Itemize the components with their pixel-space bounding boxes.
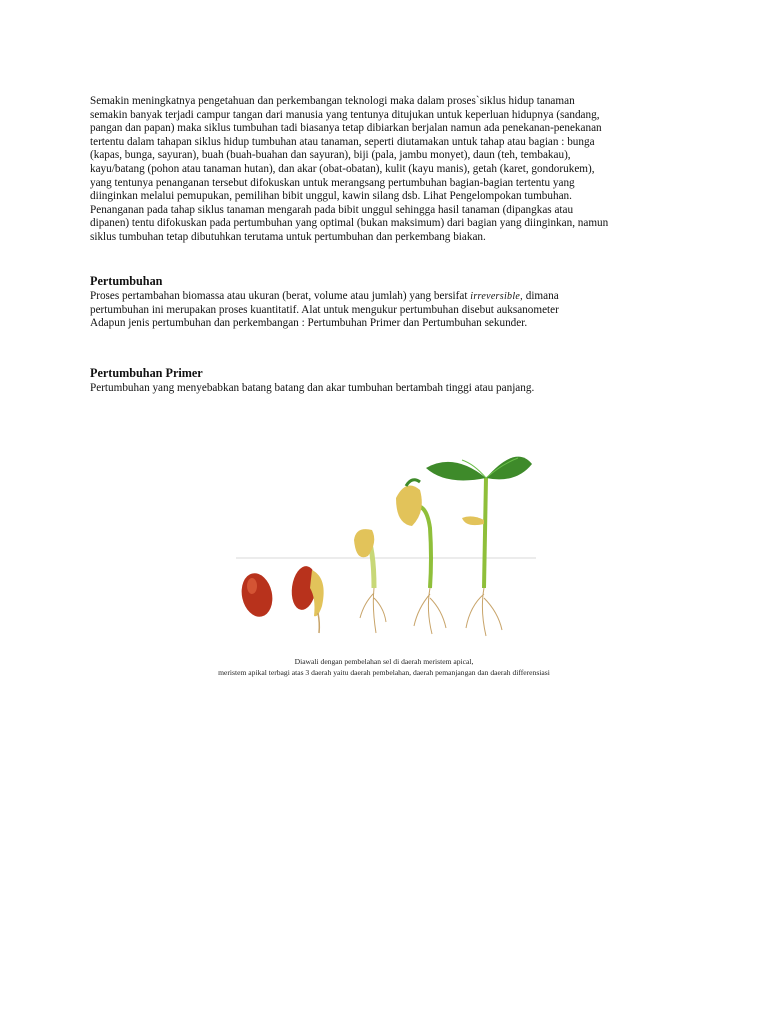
intro-line: semakin banyak terjadi campur tangan dari manusia yang tentunya ditujukan untuk keperluan hidupnya (sandang, bbox=[90, 108, 600, 121]
pertumbuhan-line-1 bbox=[90, 290, 682, 304]
stage-3-hook bbox=[354, 529, 386, 633]
stage-1-seed bbox=[238, 570, 276, 619]
figure-caption-line-2: meristem apikal terbagi atas 3 daerah yaitu daerah pembelahan, daerah pemanjangan dan daerah differensiasi bbox=[218, 668, 550, 677]
text-run: dimana bbox=[522, 290, 559, 302]
section-heading-pertumbuhan: Pertumbuhan bbox=[90, 274, 163, 288]
intro-line: Semakin meningkatnya pengetahuan dan perkembangan teknologi maka dalam proses`siklus hidup tanaman bbox=[90, 95, 575, 107]
intro-line: kayu/batang (pohon atau tanaman hutan), dan akar (obat-obatan), kulit (kayu manis), getah (karet, gondorukem), bbox=[90, 162, 595, 175]
pertumbuhan-line-2: pertumbuhan ini merupakan proses kuantitatif. Alat untuk mengukur pertumbuhan disebut auksanometer bbox=[90, 303, 559, 316]
pertumbuhan-line-3: Adapun jenis pertumbuhan dan perkembangan : Pertumbuhan Primer dan Pertumbuhan sekunder. bbox=[90, 317, 528, 330]
figure-caption-line-1: Diawali dengan pembelahan sel di daerah meristem apical, bbox=[294, 657, 474, 666]
pertumbuhan-primer-paragraph bbox=[90, 382, 682, 396]
intro-line: yang tentunya penanganan tersebut difokuskan untuk merangsang pertumbuhan bagian-bagian tertentu yang bbox=[90, 176, 575, 189]
intro-line: diinginkan melalui pemupukan, pemilihan bibit unggul, kawin silang dsb. Lihat Pengelompokan tumbuhan. bbox=[90, 190, 572, 203]
intro-line: dipanen) tentu difokuskan pada pertumbuhan yang optimal (bukan maksimum) dari bagian yang diinginkan, namun bbox=[90, 217, 609, 230]
section-heading-pertumbuhan-primer: Pertumbuhan Primer bbox=[90, 366, 203, 380]
intro-line: Penanganan pada tahap siklus tanaman mengarah pada bibit unggul sehingga hasil tanaman (dipangkas atau bbox=[90, 203, 574, 216]
intro-line: pangan dan papan) maka siklus tumbuhan tadi biasanya tetap dibiarkan berjalan namun ada penekanan-penekanan bbox=[90, 122, 602, 135]
pertumbuhan-paragraph bbox=[90, 290, 682, 331]
emphasis-irreversible: irreversible, bbox=[470, 291, 523, 302]
intro-line: siklus tumbuhan tetap dibutuhkan terutama untuk pertumbuhan dan perkembang biakan. bbox=[90, 230, 486, 243]
intro-paragraph bbox=[90, 95, 682, 245]
stage-2-seed-radicle bbox=[289, 565, 324, 633]
stage-5-seedling bbox=[426, 457, 532, 636]
stage-4-emerging bbox=[396, 480, 446, 634]
bean-germination-illustration bbox=[236, 438, 536, 638]
intro-line: tertentu dalam tahapan siklus hidup tumbuhan atau tanaman, seperti diutamakan untuk tahap atau bagian : bunga bbox=[90, 135, 595, 148]
intro-line: (kapas, bunga, sayuran), buah (buah-buahan dan sayuran), biji (pala, jambu monyet), daun (teh, tembakau), bbox=[90, 149, 571, 162]
text-run: Proses pertambahan biomassa atau ukuran (berat, volume atau jumlah) yang bersifat bbox=[90, 290, 471, 302]
pertumbuhan-primer-line: Pertumbuhan yang menyebabkan batang batang dan akar tumbuhan bertambah tinggi atau panjang. bbox=[90, 382, 535, 394]
